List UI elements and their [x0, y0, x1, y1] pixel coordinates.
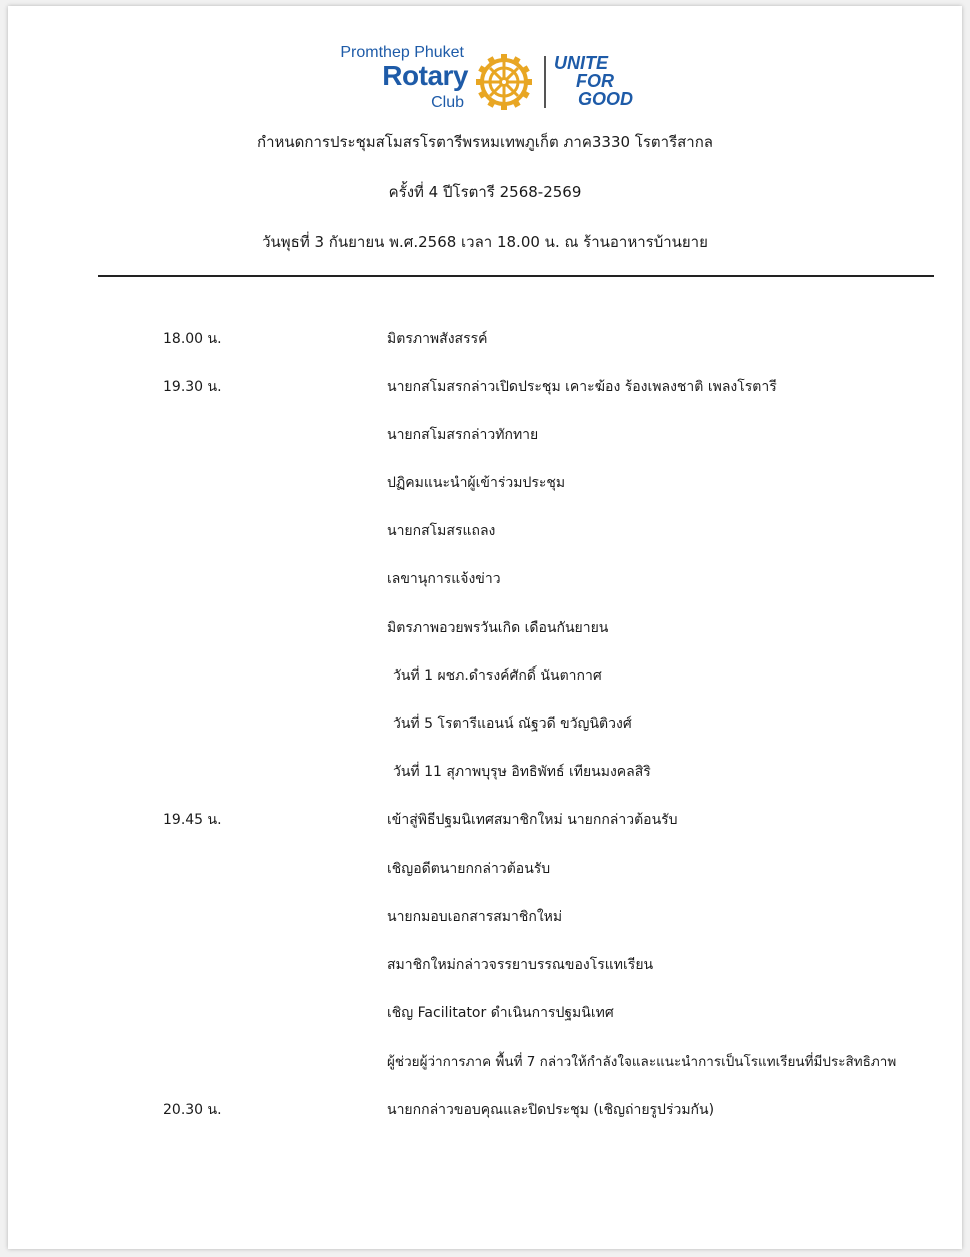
- agenda-item: นายกสโมสรแถลง: [387, 523, 496, 539]
- slogan-good: GOOD: [578, 89, 634, 109]
- logo-club: Club: [431, 94, 464, 111]
- slogan-unite: UNITE: [554, 53, 608, 73]
- club-logo: [324, 40, 654, 120]
- agenda-item: มิตรภาพสังสรรค์: [387, 331, 488, 347]
- agenda-item: เลขานุการแจ้งข่าว: [387, 571, 501, 587]
- agenda-time: 18.00 น.: [163, 331, 222, 347]
- birthday-entry: วันที่ 5 โรตารีแอนน์ ณัฐวดี ขวัญนิติวงศ์: [393, 716, 632, 732]
- logo-rotary: Rotary: [382, 60, 468, 91]
- agenda-time: 19.45 น.: [163, 812, 222, 828]
- agenda-item: เข้าสู่พิธีปฐมนิเทศสมาชิกใหม่ นายกกล่าวต้อนรับ: [387, 812, 678, 828]
- agenda-time: 20.30 น.: [163, 1102, 222, 1118]
- document-page: [8, 6, 962, 1249]
- agenda-item: นายกมอบเอกสารสมาชิกใหม่: [387, 909, 563, 925]
- rotary-wheel-icon: [476, 54, 532, 110]
- meeting-datetime: วันพุธที่ 3 กันยายน พ.ศ.2568 เวลา 18.00 น. ณ ร้านอาหารบ้านยาย: [262, 233, 708, 251]
- agenda-item: นายกสโมสรกล่าวเปิดประชุม เคาะฆ้อง ร้องเพลงชาติ เพลงโรตารี: [387, 379, 777, 395]
- slogan-for: FOR: [576, 71, 614, 91]
- meeting-number: ครั้งที่ 4 ปีโรตารี 2568-2569: [388, 183, 582, 201]
- agenda-item: มิตรภาพอวยพรวันเกิด เดือนกันยายน: [387, 620, 609, 636]
- logo-club-location: Promthep Phuket: [340, 44, 464, 61]
- birthday-entry: วันที่ 11 สุภาพบุรุษ อิทธิพัทธ์ เทียนมงคลสิริ: [393, 764, 651, 780]
- agenda-item: เชิญ Facilitator ดำเนินการปฐมนิเทศ: [387, 1005, 614, 1021]
- document-title: กำหนดการประชุมสโมสรโรตารีพรหมเทพภูเก็ต ภาค3330 โรตารีสากล: [257, 133, 713, 151]
- agenda-item: นายกกล่าวขอบคุณและปิดประชุม (เชิญถ่ายรูปร่วมกัน): [387, 1102, 715, 1118]
- agenda-time: 19.30 น.: [163, 379, 222, 395]
- birthday-entry: วันที่ 1 ผชภ.ดำรงค์ศักดิ์ นันตากาศ: [393, 668, 602, 684]
- agenda-item: เชิญอดีตนายกกล่าวต้อนรับ: [387, 861, 551, 877]
- logo-slogan: [554, 54, 633, 108]
- logo-divider: [544, 56, 546, 108]
- agenda-item: ผู้ช่วยผู้ว่าการภาค พื้นที่ 7 กล่าวให้กำลังใจและแนะนำการเป็นโรแทเรียนที่มีประสิทธิภาพ: [387, 1054, 897, 1070]
- header-divider: [98, 275, 934, 277]
- agenda-item: ปฏิคมแนะนำผู้เข้าร่วมประชุม: [387, 475, 566, 491]
- agenda-item: สมาชิกใหม่กล่าวจรรยาบรรณของโรแทเรียน: [387, 957, 654, 973]
- agenda-item: นายกสโมสรกล่าวทักทาย: [387, 427, 539, 443]
